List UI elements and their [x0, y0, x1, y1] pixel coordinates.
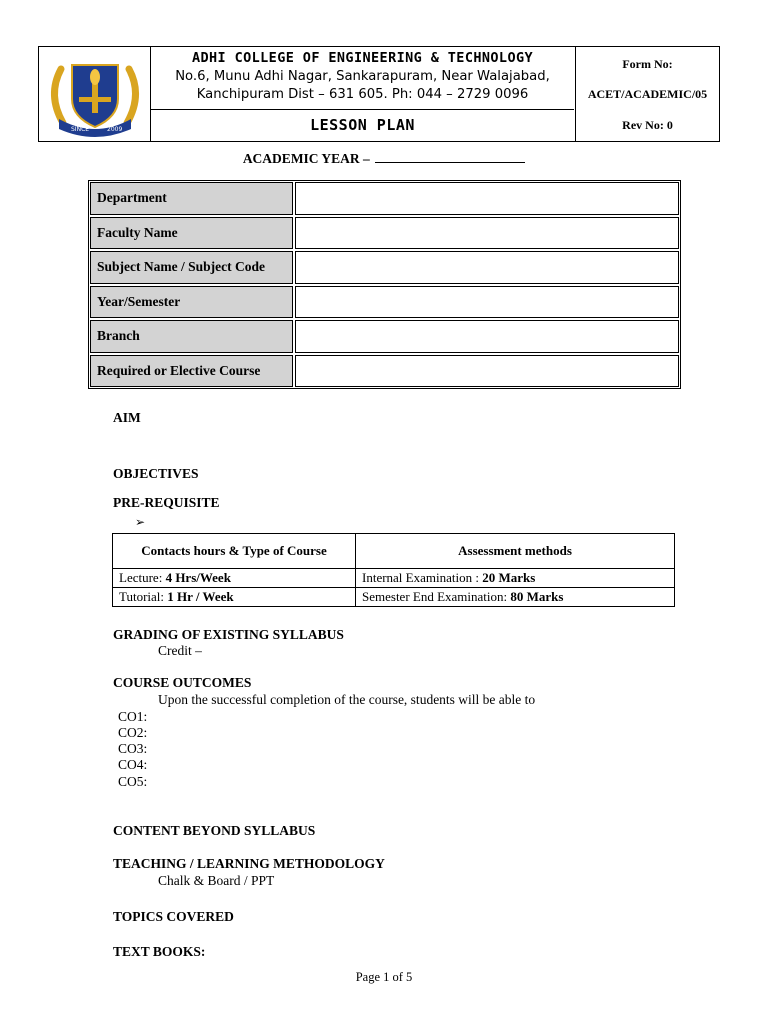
teaching-value: Chalk & Board / PPT	[158, 873, 275, 888]
semester-exam-cell	[356, 588, 675, 607]
form-header	[38, 46, 720, 142]
internal-exam-cell	[356, 569, 675, 588]
form-no-label: Form No:	[622, 57, 673, 71]
college-name: ADHI COLLEGE OF ENGINEERING & TECHNOLOGY	[191, 50, 534, 66]
info-row-course-type	[89, 354, 680, 389]
info-value-field[interactable]	[295, 286, 679, 319]
lecture-value: 4 Hrs/Week	[165, 570, 231, 585]
objectives-heading: OBJECTIVES	[113, 466, 199, 481]
academic-year-blank[interactable]	[375, 150, 525, 163]
logo-text-since: SINCE	[71, 126, 90, 133]
info-row-department	[89, 181, 680, 216]
info-value-field[interactable]	[295, 251, 679, 284]
tutorial-label: Tutorial:	[119, 589, 168, 604]
logo-cell	[39, 47, 151, 141]
co-item: CO1:	[118, 709, 148, 724]
contact-hours-table	[112, 533, 675, 607]
form-meta	[576, 47, 719, 141]
logo-text-year: 2009	[107, 126, 123, 133]
internal-exam-value: 20 Marks	[482, 570, 536, 585]
co-item: CO4:	[118, 757, 148, 772]
college-logo	[39, 47, 151, 141]
col-header-contacts: Contacts hours & Type of Course	[113, 534, 356, 569]
info-label: Required or Elective Course	[90, 355, 293, 388]
title-cell	[151, 110, 574, 141]
prereq-heading: PRE-REQUISITE	[113, 495, 220, 510]
teaching-heading: TEACHING / LEARNING METHODOLOGY	[113, 856, 385, 871]
info-value-field[interactable]	[295, 355, 679, 388]
header-center	[151, 47, 576, 141]
doc-title: LESSON PLAN	[310, 116, 415, 134]
form-code: ACET/ACADEMIC/05	[587, 87, 708, 101]
tutorial-value: 1 Hr / Week	[167, 589, 234, 604]
info-row-subject	[89, 250, 680, 285]
info-row-branch	[89, 319, 680, 354]
lecture-label: Lecture:	[119, 570, 166, 585]
tutorial-cell	[113, 588, 356, 607]
internal-exam-label: Internal Examination :	[362, 570, 483, 585]
academic-year	[0, 150, 768, 167]
bullet-arrow-icon: ➢	[135, 515, 146, 529]
info-row-faculty	[89, 216, 680, 251]
co-item: CO5:	[118, 774, 148, 789]
co-item: CO3:	[118, 741, 148, 756]
credit-text: Credit –	[158, 643, 202, 658]
page-number: Page 1 of 5	[355, 970, 413, 984]
course-outcomes-heading: COURSE OUTCOMES	[113, 675, 252, 690]
topics-heading: TOPICS COVERED	[113, 909, 234, 924]
address-line-2: Kanchipuram Dist – 631 605. Ph: 044 – 2729 0096	[196, 87, 529, 102]
aim-heading: AIM	[113, 410, 141, 425]
text-books-heading: TEXT BOOKS:	[113, 944, 206, 959]
semester-exam-value: 80 Marks	[510, 589, 564, 604]
college-info	[151, 47, 574, 110]
info-row-year	[89, 285, 680, 320]
content-beyond-heading: CONTENT BEYOND SYLLABUS	[113, 823, 316, 838]
col-header-assessment: Assessment methods	[356, 534, 675, 569]
address-line-1: No.6, Munu Adhi Nagar, Sankarapuram, Near Walajabad,	[175, 69, 550, 84]
co-item: CO2:	[118, 725, 148, 740]
outcomes-intro: Upon the successful completion of the course, students will be able to	[158, 692, 536, 707]
info-value-field[interactable]	[295, 217, 679, 250]
info-value-field[interactable]	[295, 320, 679, 353]
grading-heading: GRADING OF EXISTING SYLLABUS	[113, 627, 344, 642]
info-label: Subject Name / Subject Code	[90, 251, 293, 284]
info-label: Faculty Name	[90, 217, 293, 250]
lecture-cell	[113, 569, 356, 588]
info-label: Year/Semester	[90, 286, 293, 319]
rev-no: Rev No: 0	[622, 118, 673, 132]
info-value-field[interactable]	[295, 182, 679, 215]
course-info-table	[88, 180, 681, 389]
academic-year-label: ACADEMIC YEAR –	[242, 151, 370, 166]
semester-exam-label: Semester End Examination:	[362, 589, 511, 604]
info-label: Department	[90, 182, 293, 215]
info-label: Branch	[90, 320, 293, 353]
